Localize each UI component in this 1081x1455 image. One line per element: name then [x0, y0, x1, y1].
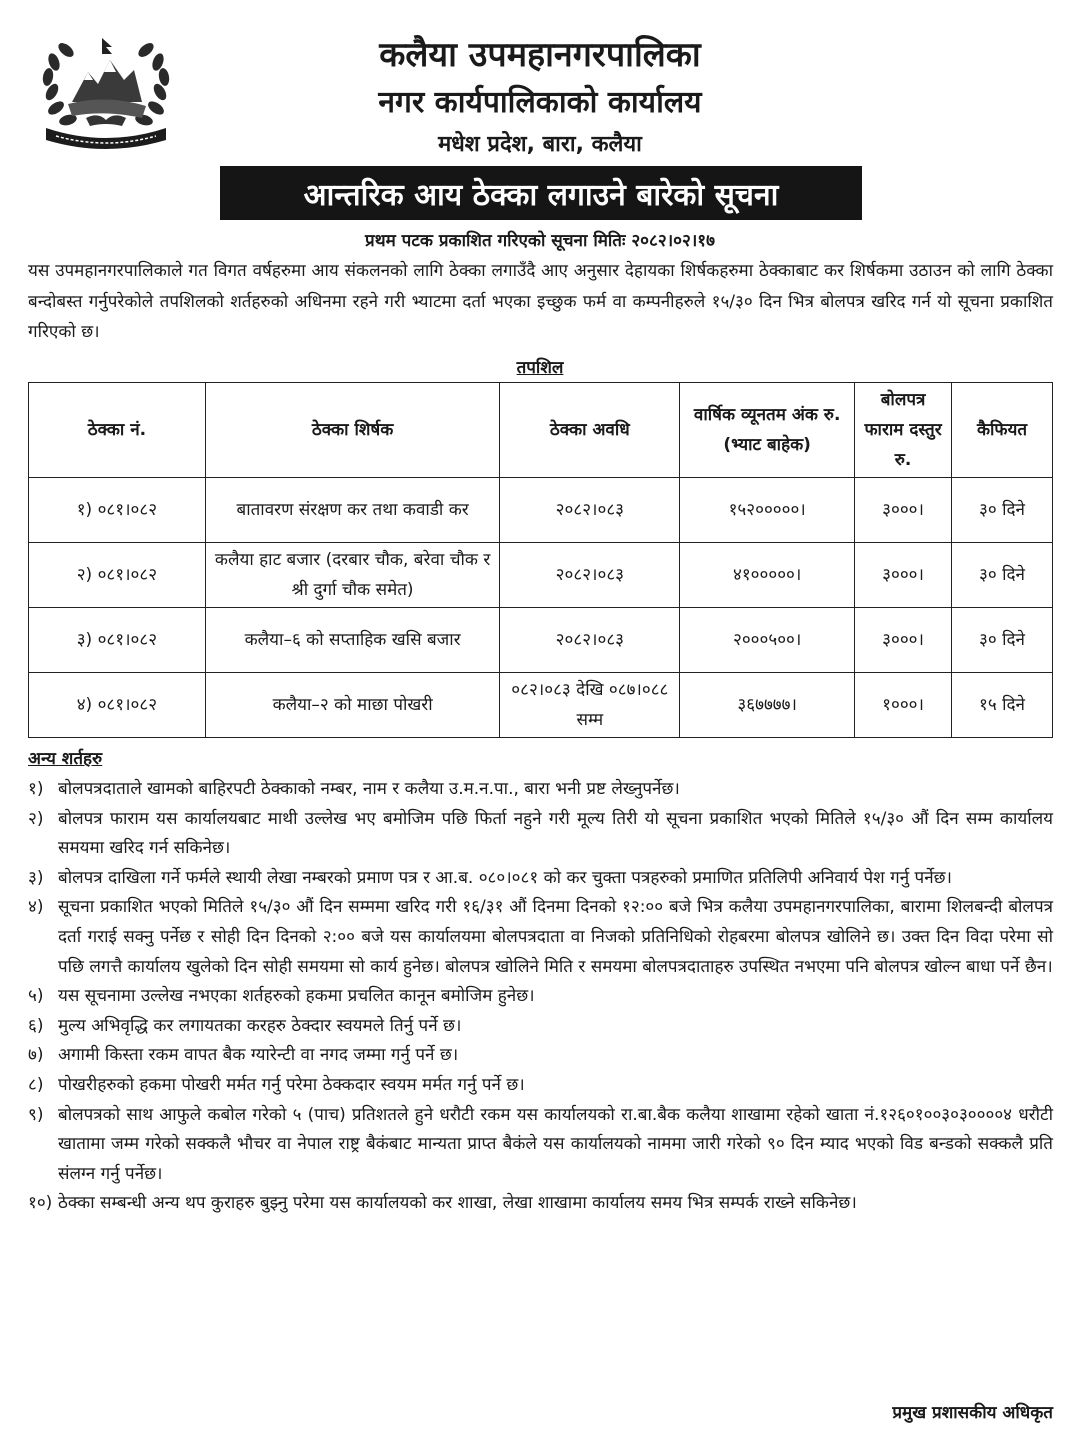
col-header-remarks: कैफियत [952, 383, 1053, 478]
table-row [29, 543, 1053, 608]
condition-number: ५) [28, 986, 44, 1007]
condition-number: ४) [28, 897, 44, 918]
col-header-contract-title: ठेक्का शिर्षक [205, 383, 500, 478]
condition-text: मुल्य अभिवृद्धि कर लगायतका करहरु ठेक्दार स्वयमले तिर्नु पर्ने छ। [58, 1015, 462, 1036]
condition-number: १) [28, 779, 44, 799]
condition-text: बोलपत्रको साथ आफुले कबोल गरेको ५ (पाच) प्रतिशतले हुने धरौटी रकम यस कार्यालयको रा.बा.बैक कलैया शाखामा रहेको खाता नं.१२६०१००३०३००००४ धरौटी खातामा जम्म गरेको सक्कलै भौचर वा नेपाल राष्ट्र बैकंबाट मान्यता प्राप्त बैकंले यस कार्यालयको नाममा जारी गरेको ९० दिन म्याद भएको विड बन्डको सक्कलै प्रति संलग्न गर्नु पर्नेछ। [58, 1104, 1053, 1184]
list-item [28, 1101, 1053, 1190]
col-header-contract-period: ठेक्का अवधि [500, 383, 680, 478]
conditions-list [28, 775, 1053, 1219]
cell-contract-no: ३) ०८१।०८२ [29, 608, 206, 673]
publish-date: प्रथम पटक प्रकाशित गरिएको सूचना मितिः २०८२।०२।१७ [365, 231, 715, 251]
cell-contract-period: २०८२।०८३ [500, 608, 680, 673]
cell-form-fee: ३०००। [855, 543, 952, 608]
list-item [28, 1041, 1053, 1071]
col-header-contract-no: ठेक्का नं. [29, 383, 206, 478]
cell-min-amount: ३६७७७७। [680, 673, 855, 738]
cell-remarks: ३० दिने [952, 478, 1053, 543]
list-item [28, 893, 1053, 982]
condition-number: ८) [28, 1074, 44, 1095]
cell-contract-no: ४) ०८१।०८२ [29, 673, 206, 738]
cell-contract-no: १) ०८१।०८२ [29, 478, 206, 543]
list-item [28, 864, 1053, 894]
cell-remarks: १५ दिने [952, 673, 1053, 738]
intro-paragraph: यस उपमहानगरपालिकाले गत विगत वर्षहरुमा आय संकलनको लागि ठेक्का लगाउँदै आए अनुसार देहायका शिर्षकहरुमा ठेक्काबाट कर शिर्षकमा उठाउन को लागि ठेक्का बन्दोबस्त गर्नुपरेकोले तपशिलको शर्तहरुको अधिनमा रहने गरी भ्याटमा दर्ता भएका इच्छुक फर्म वा कम्पनीहरुले १५/३० दिन भित्र बोलपत्र खरिद गर्न यो सूचना प्रकाशित गरिएको छ। [28, 261, 1053, 342]
cell-contract-title: कलैया हाट बजार (दरबार चौक, बरेवा चौक र श्री दुर्गा चौक समेत) [205, 543, 500, 608]
condition-text: सूचना प्रकाशित भएको मितिले १५/३० औं दिन सम्ममा खरिद गरी १६/३१ औं दिनमा दिनको १२:०० बजे भित्र कलैया उपमहानगरपालिका, बारामा शिलबन्दी बोलपत्र दर्ता गराई सक्नु पर्नेछ र सोही दिन दिनको २:०० बजे यस कार्यालयमा बोलपत्रदाता वा निजको प्रतिनिधिको रोहबरमा बोलपत्र खोलिने छ। उक्त दिन विदा परेमा सो पछि लगत्तै कार्यालय खुलेको दिन सोही समयमा सो कार्य हुनेछ। बोलपत्र खोलिने मिति र समयमा बोलपत्रदाताहरु उपस्थित नभएमा पनि बोलपत्र खोल्न बाधा पर्ने छैन। [58, 897, 1053, 977]
cell-contract-period: ०८२।०८३ देखि ०८७।०८८ सम्म [500, 673, 680, 738]
condition-number: ७) [28, 1045, 44, 1066]
conditions-title: अन्य शर्तहरु [28, 749, 103, 769]
office-subtitle: नगर कार्यपालिकाको कार्यालय [378, 85, 702, 120]
list-item [28, 1071, 1053, 1101]
cell-min-amount: २०००५००। [680, 608, 855, 673]
condition-text: बोलपत्रदाताले खामको बाहिरपटी ठेक्काको नम्बर, नाम र कलैया उ.म.न.पा., बारा भनी प्रष्ट लेख्नुपर्नेछ। [58, 779, 680, 799]
col-header-form-fee: बोलपत्र फाराम दस्तुर रु. [855, 383, 952, 478]
table-row [29, 608, 1053, 673]
condition-text: बोलपत्र दाखिला गर्ने फर्मले स्थायी लेखा नम्बरको प्रमाण पत्र र आ.ब. ०८०।०८१ को कर चुक्ता पत्रहरुको प्रमाणित प्रतिलिपी अनिवार्य पेश गर्नु पर्नेछ। [58, 867, 952, 888]
notice-title-banner [220, 166, 862, 220]
contract-table [28, 382, 1053, 738]
condition-text: अगामी किस्ता रकम वापत बैक ग्यारेन्टी वा नगद जम्मा गर्नु पर्ने छ। [58, 1045, 459, 1066]
condition-number: २) [28, 808, 44, 829]
condition-number: ३) [28, 867, 44, 888]
cell-min-amount: ४१०००००। [680, 543, 855, 608]
condition-text: ठेक्का सम्बन्धी अन्य थप कुराहरु बुझ्नु परेमा यस कार्यालयको कर शाखा, लेखा शाखामा कार्यालय समय भित्र सम्पर्क राख्ने सकिनेछ। [58, 1193, 857, 1214]
condition-number: ६) [28, 1015, 44, 1036]
office-name: कलैया उपमहानगरपालिका [379, 35, 701, 75]
government-emblem-icon [38, 32, 174, 152]
table-row [29, 673, 1053, 738]
office-address: मधेश प्रदेश, बारा, कलैया [438, 132, 642, 157]
list-item [28, 805, 1053, 864]
cell-remarks: ३० दिने [952, 543, 1053, 608]
cell-remarks: ३० दिने [952, 608, 1053, 673]
table-row [29, 478, 1053, 543]
cell-form-fee: ३०००। [855, 608, 952, 673]
condition-number: १०) [28, 1193, 53, 1214]
list-item [28, 775, 1053, 805]
signature-title: प्रमुख प्रशासकीय अधिकृत [892, 1403, 1053, 1423]
list-item [28, 1189, 1053, 1219]
cell-contract-period: २०८२।०८३ [500, 478, 680, 543]
condition-number: ९) [28, 1104, 44, 1125]
cell-contract-title: कलैया–२ को माछा पोखरी [205, 673, 500, 738]
condition-text: बोलपत्र फाराम यस कार्यालयबाट माथी उल्लेख भए बमोजिम पछि फिर्ता नहुने गरी मूल्य तिरी यो सूचना प्रकाशित भएको मितिले १५/३० औं दिन सम्म कार्यालय समयमा खरिद गर्न सकिनेछ। [58, 808, 1053, 859]
cell-contract-title: बातावरण संरक्षण कर तथा कवाडी कर [205, 478, 500, 543]
table-header-row [29, 383, 1053, 478]
list-item [28, 1012, 1053, 1042]
col-header-min-amount: वार्षिक व्यूनतम अंक रु. (भ्याट बाहेक) [680, 383, 855, 478]
cell-contract-period: २०८२।०८३ [500, 543, 680, 608]
cell-form-fee: १०००। [855, 673, 952, 738]
cell-contract-title: कलैया–६ को सप्ताहिक खसि बजार [205, 608, 500, 673]
notice-title: आन्तरिक आय ठेक्का लगाउने बारेको सूचना [303, 177, 779, 213]
list-item [28, 982, 1053, 1012]
cell-min-amount: १५२०००००। [680, 478, 855, 543]
cell-form-fee: ३०००। [855, 478, 952, 543]
table-title: तपशिल [516, 358, 564, 378]
cell-contract-no: २) ०८१।०८२ [29, 543, 206, 608]
condition-text: पोखरीहरुको हकमा पोखरी मर्मत गर्नु परेमा ठेक्कदार स्वयम मर्मत गर्नु पर्ने छ। [58, 1074, 525, 1095]
condition-text: यस सूचनामा उल्लेख नभएका शर्तहरुको हकमा प्रचलित कानून बमोजिम हुनेछ। [58, 986, 535, 1007]
